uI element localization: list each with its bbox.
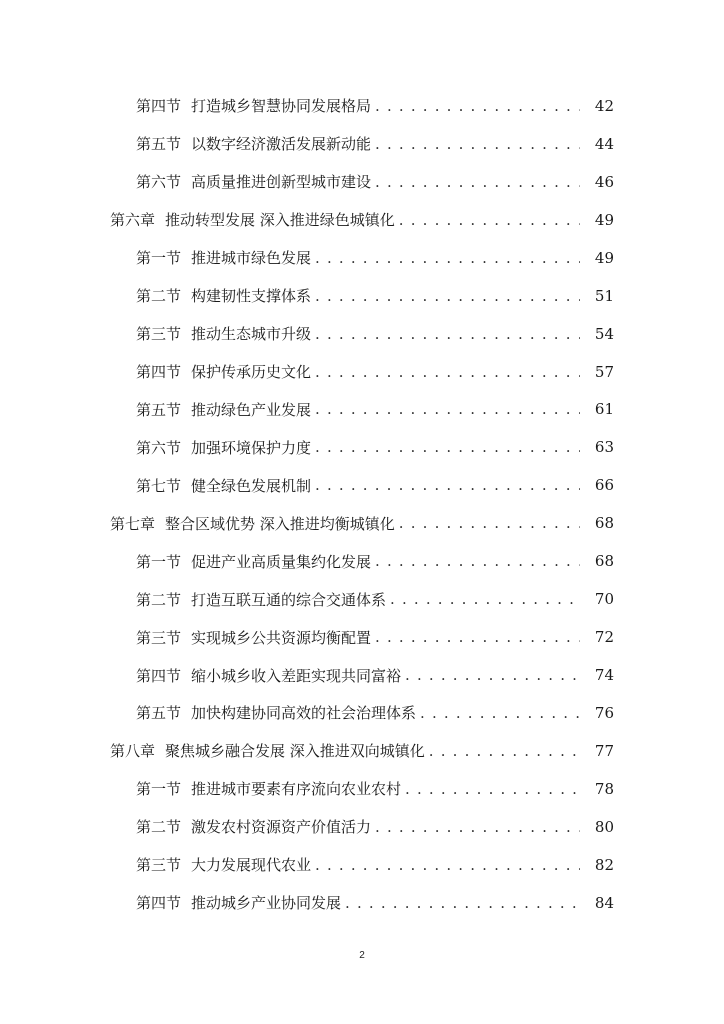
- toc-entry-number: 第三节: [136, 856, 182, 875]
- toc-section-entry[interactable]: [0, 808, 724, 846]
- toc-entry-title: 高质量推进创新型城市建设: [191, 173, 372, 192]
- toc-section-entry[interactable]: [0, 884, 724, 922]
- toc-entry-text: [136, 627, 580, 648]
- toc-chapter-entry[interactable]: [0, 504, 724, 542]
- toc-entry-number: 第七章: [110, 514, 156, 533]
- toc-section-entry[interactable]: [0, 466, 724, 504]
- toc-dot-leader: [375, 97, 580, 115]
- toc-chapter-entry[interactable]: [0, 201, 724, 239]
- toc-entry-number: 第五节: [136, 704, 182, 723]
- toc-entry-title: 推动生态城市升级: [191, 325, 312, 344]
- toc-page-number: 49: [594, 210, 614, 229]
- toc-page-number: 57: [594, 362, 614, 381]
- toc-entry-text: [136, 475, 580, 496]
- toc-dot-leader: [345, 894, 580, 912]
- toc-entry-number: 第一节: [136, 780, 182, 799]
- toc-entry-title: 推动城乡产业协同发展: [191, 894, 342, 913]
- toc-section-entry[interactable]: [0, 125, 724, 163]
- toc-entry-title: 打造城乡智慧协同发展格局: [191, 97, 372, 116]
- toc-entry-text: [136, 816, 580, 837]
- toc-dot-leader: [375, 818, 580, 836]
- toc-entry-number: 第二节: [136, 287, 182, 306]
- page-number: 2: [359, 950, 365, 961]
- toc-entry-number: 第二节: [136, 590, 182, 609]
- toc-section-entry[interactable]: [0, 391, 724, 429]
- toc-section-entry[interactable]: [0, 87, 724, 125]
- toc-dot-leader: [375, 173, 580, 191]
- toc-dot-leader: [315, 249, 580, 267]
- toc-section-entry[interactable]: [0, 618, 724, 656]
- toc-entry-text: [136, 361, 580, 382]
- toc-entry-text: [110, 740, 580, 761]
- toc-section-entry[interactable]: [0, 770, 724, 808]
- toc-entry-text: [136, 551, 580, 572]
- toc-entry-text: [136, 854, 580, 875]
- toc-entry-title: 实现城乡公共资源均衡配置: [191, 628, 372, 647]
- toc-entry-title: 打造互联互通的综合交通体系: [191, 590, 387, 609]
- toc-entry-text: [136, 285, 580, 306]
- toc-entry-text: [136, 133, 580, 154]
- toc-entry-title: 以数字经济激活发展新动能: [191, 135, 372, 154]
- toc-dot-leader: [315, 287, 580, 305]
- toc-section-entry[interactable]: [0, 694, 724, 732]
- toc-entry-title: 激发农村资源资产价值活力: [191, 818, 372, 837]
- toc-entry-title: 加快构建协同高效的社会治理体系: [191, 704, 417, 723]
- toc-dot-leader: [315, 438, 580, 456]
- toc-entry-title: 健全绿色发展机制: [191, 476, 312, 495]
- toc-page-number: 78: [594, 779, 614, 798]
- toc-dot-leader: [315, 856, 580, 874]
- toc-page-number: 74: [594, 666, 614, 685]
- toc-entry-title: 构建韧性支撑体系: [191, 287, 312, 306]
- toc-entry-title: 加强环境保护力度: [191, 438, 312, 457]
- toc-entry-number: 第三节: [136, 325, 182, 344]
- toc-entry-number: 第四节: [136, 666, 182, 685]
- toc-section-entry[interactable]: [0, 239, 724, 277]
- toc-entry-text: [136, 892, 580, 913]
- toc-entry-text: [136, 778, 580, 799]
- toc-entry-text: [136, 702, 580, 723]
- toc-entry-text: [136, 323, 580, 344]
- toc-page-number: 84: [594, 893, 614, 912]
- toc-dot-leader: [375, 628, 580, 646]
- toc-page-number: 82: [594, 855, 614, 874]
- toc-page-number: 80: [594, 817, 614, 836]
- toc-chapter-entry[interactable]: [0, 732, 724, 770]
- toc-entry-title: 推进城市绿色发展: [191, 249, 312, 268]
- toc-entry-number: 第八章: [110, 742, 156, 761]
- toc-entry-number: 第四节: [136, 97, 182, 116]
- toc-entry-number: 第六节: [136, 173, 182, 192]
- toc-entry-title: 聚焦城乡融合发展 深入推进双向城镇化: [165, 742, 425, 761]
- toc-entry-text: [136, 589, 580, 610]
- toc-dot-leader: [315, 363, 580, 381]
- toc-section-entry[interactable]: [0, 353, 724, 391]
- toc-entry-number: 第三节: [136, 628, 182, 647]
- toc-section-entry[interactable]: [0, 580, 724, 618]
- toc-entry-title: 缩小城乡收入差距实现共同富裕: [191, 666, 402, 685]
- toc-dot-leader: [315, 325, 580, 343]
- toc-page-number: 42: [594, 96, 614, 115]
- toc-entry-number: 第七节: [136, 476, 182, 495]
- toc-entry-title: 整合区域优势 深入推进均衡城镇化: [165, 514, 395, 533]
- toc-entry-number: 第二节: [136, 818, 182, 837]
- toc-section-entry[interactable]: [0, 542, 724, 580]
- toc-entry-text: [136, 171, 580, 192]
- toc-page-number: 61: [594, 400, 614, 419]
- toc-entry-text: [136, 437, 580, 458]
- toc-dot-leader: [375, 135, 580, 153]
- toc-dot-leader: [390, 590, 580, 608]
- toc-dot-leader: [429, 742, 580, 760]
- toc-section-entry[interactable]: [0, 846, 724, 884]
- toc-entry-number: 第六节: [136, 438, 182, 457]
- toc-page-number: 49: [594, 248, 614, 267]
- toc-page-number: 63: [594, 438, 614, 457]
- toc-section-entry[interactable]: [0, 277, 724, 315]
- toc-page-number: 46: [594, 172, 614, 191]
- toc-section-entry[interactable]: [0, 315, 724, 353]
- toc-page-number: 68: [594, 514, 614, 533]
- toc-entry-title: 大力发展现代农业: [191, 856, 312, 875]
- toc-page-number: 72: [594, 628, 614, 647]
- toc-page-number: 66: [594, 476, 614, 495]
- table-of-contents: [0, 87, 724, 922]
- toc-section-entry[interactable]: [0, 428, 724, 466]
- toc-dot-leader: [315, 400, 580, 418]
- toc-entry-text: [136, 247, 580, 268]
- toc-page-number: 51: [594, 286, 614, 305]
- toc-section-entry[interactable]: [0, 656, 724, 694]
- toc-entry-title: 促进产业高质量集约化发展: [191, 552, 372, 571]
- toc-entry-text: [136, 95, 580, 116]
- toc-entry-title: 推进城市要素有序流向农业农村: [191, 780, 402, 799]
- toc-page-number: 54: [594, 324, 614, 343]
- toc-dot-leader: [405, 780, 580, 798]
- toc-entry-title: 保护传承历史文化: [191, 363, 312, 382]
- toc-page-number: 44: [594, 134, 614, 153]
- toc-entry-text: [110, 209, 580, 230]
- toc-entry-text: [136, 399, 580, 420]
- toc-page-number: 76: [594, 703, 614, 722]
- toc-entry-number: 第一节: [136, 552, 182, 571]
- toc-entry-number: 第五节: [136, 400, 182, 419]
- toc-page-number: 68: [594, 552, 614, 571]
- toc-entry-number: 第四节: [136, 363, 182, 382]
- toc-page-number: 77: [594, 741, 614, 760]
- toc-entry-title: 推动转型发展 深入推进绿色城镇化: [165, 211, 395, 230]
- toc-page-number: 70: [594, 590, 614, 609]
- toc-dot-leader: [399, 514, 580, 532]
- toc-entry-text: [136, 665, 580, 686]
- toc-entry-title: 推动绿色产业发展: [191, 400, 312, 419]
- toc-entry-number: 第四节: [136, 894, 182, 913]
- toc-entry-number: 第六章: [110, 211, 156, 230]
- toc-dot-leader: [315, 476, 580, 494]
- toc-entry-text: [110, 513, 580, 534]
- toc-dot-leader: [375, 552, 580, 570]
- toc-dot-leader: [405, 666, 580, 684]
- toc-dot-leader: [420, 704, 580, 722]
- toc-entry-number: 第五节: [136, 135, 182, 154]
- toc-dot-leader: [399, 211, 580, 229]
- toc-entry-number: 第一节: [136, 249, 182, 268]
- toc-section-entry[interactable]: [0, 163, 724, 201]
